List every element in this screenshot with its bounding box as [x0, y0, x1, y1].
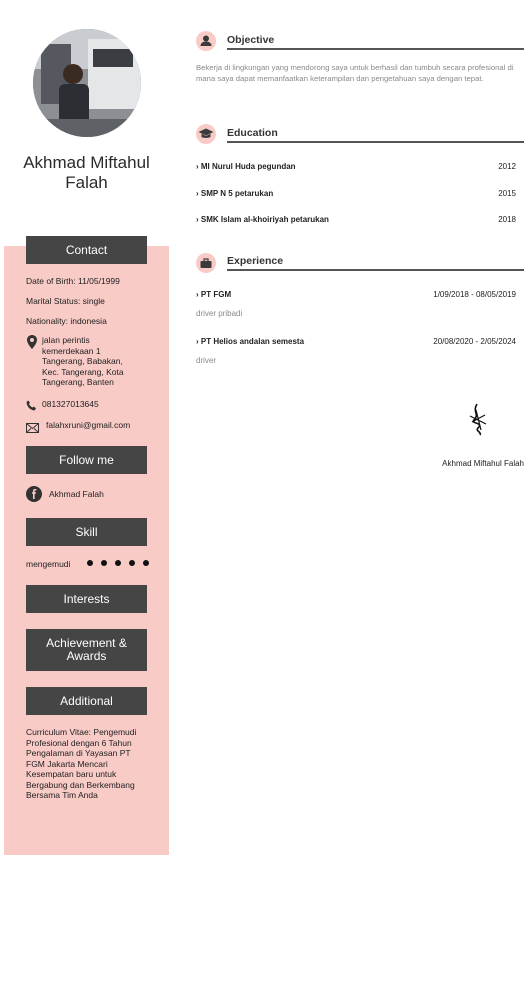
- education-divider: [227, 141, 524, 143]
- interests-header: Interests: [26, 585, 147, 613]
- education-school: › MI Nurul Huda pegundan: [196, 162, 296, 171]
- experience-company: › PT FGM: [196, 290, 232, 299]
- rating-dot: [129, 560, 135, 566]
- education-year: 2012: [498, 162, 516, 171]
- facebook-icon[interactable]: [26, 486, 42, 507]
- briefcase-icon: [196, 253, 216, 273]
- education-year: 2018: [498, 215, 516, 224]
- date-of-birth: Date of Birth: 11/05/1999: [26, 276, 120, 286]
- experience-role: driver: [196, 356, 217, 365]
- phone-number: 081327013645: [42, 399, 99, 409]
- location-pin-icon: [26, 335, 38, 354]
- achievement-header: Achievement & Awards: [26, 629, 147, 671]
- objective-title: Objective: [227, 34, 275, 46]
- profile-photo: [33, 29, 141, 137]
- skill-name: mengemudi: [26, 559, 71, 569]
- education-year: 2015: [498, 189, 516, 198]
- graduation-cap-icon: [196, 124, 216, 144]
- experience-company: › PT Helios andalan semesta: [196, 337, 305, 346]
- address: jalan perintis kemerdekaan 1 Tangerang, Babakan, Kec. Tangerang, Kota Tangerang, Banten: [42, 335, 124, 387]
- experience-title: Experience: [227, 255, 284, 267]
- email-address: falahxruni@gmail.com: [46, 420, 131, 430]
- skill-level-rating: [87, 560, 149, 566]
- contact-header: Contact: [26, 236, 147, 264]
- nationality: Nationality: indonesia: [26, 316, 107, 326]
- experience-dates: 1/09/2018 - 08/05/2019: [433, 290, 516, 299]
- experience-role: driver pribadi: [196, 309, 243, 318]
- additional-text: Curriculum Vitae: Pengemudi Profesional dengan 6 Tahun Pengalaman di Yayasan PT FGM Jakarta Mencari Kesempatan baru untuk Bergabung dan Berkembang Bersama Tim Anda: [26, 727, 137, 800]
- handwritten-signature: [466, 402, 490, 441]
- rating-dot: [101, 560, 107, 566]
- education-school: › SMP N 5 petarukan: [196, 189, 274, 198]
- profile-name: Akhmad Miftahul Falah: [23, 153, 150, 192]
- objective-divider: [227, 48, 524, 50]
- experience-divider: [227, 269, 524, 271]
- objective-text: Bekerja di lingkungan yang mendorong saya untuk berhasil dan tumbuh secara profesional di mana saya dapat memanfaatkan keterampilan dan pengetahuan saya dengan tepat.: [196, 63, 514, 83]
- education-school: › SMK Islam al-khoiriyah petarukan: [196, 215, 329, 224]
- experience-dates: 20/08/2020 - 2/05/2024: [433, 337, 516, 346]
- phone-icon: [26, 398, 37, 416]
- skill-header: Skill: [26, 518, 147, 546]
- signature-name: Akhmad Miftahul Falah: [442, 459, 524, 468]
- follow-header: Follow me: [26, 446, 147, 474]
- additional-header: Additional: [26, 687, 147, 715]
- rating-dot: [115, 560, 121, 566]
- rating-dot: [87, 560, 93, 566]
- person-icon: [196, 31, 216, 51]
- rating-dot: [143, 560, 149, 566]
- marital-status: Marital Status: single: [26, 296, 105, 306]
- mail-icon: [26, 420, 39, 438]
- education-title: Education: [227, 127, 278, 139]
- facebook-name[interactable]: Akhmad Falah: [49, 489, 104, 499]
